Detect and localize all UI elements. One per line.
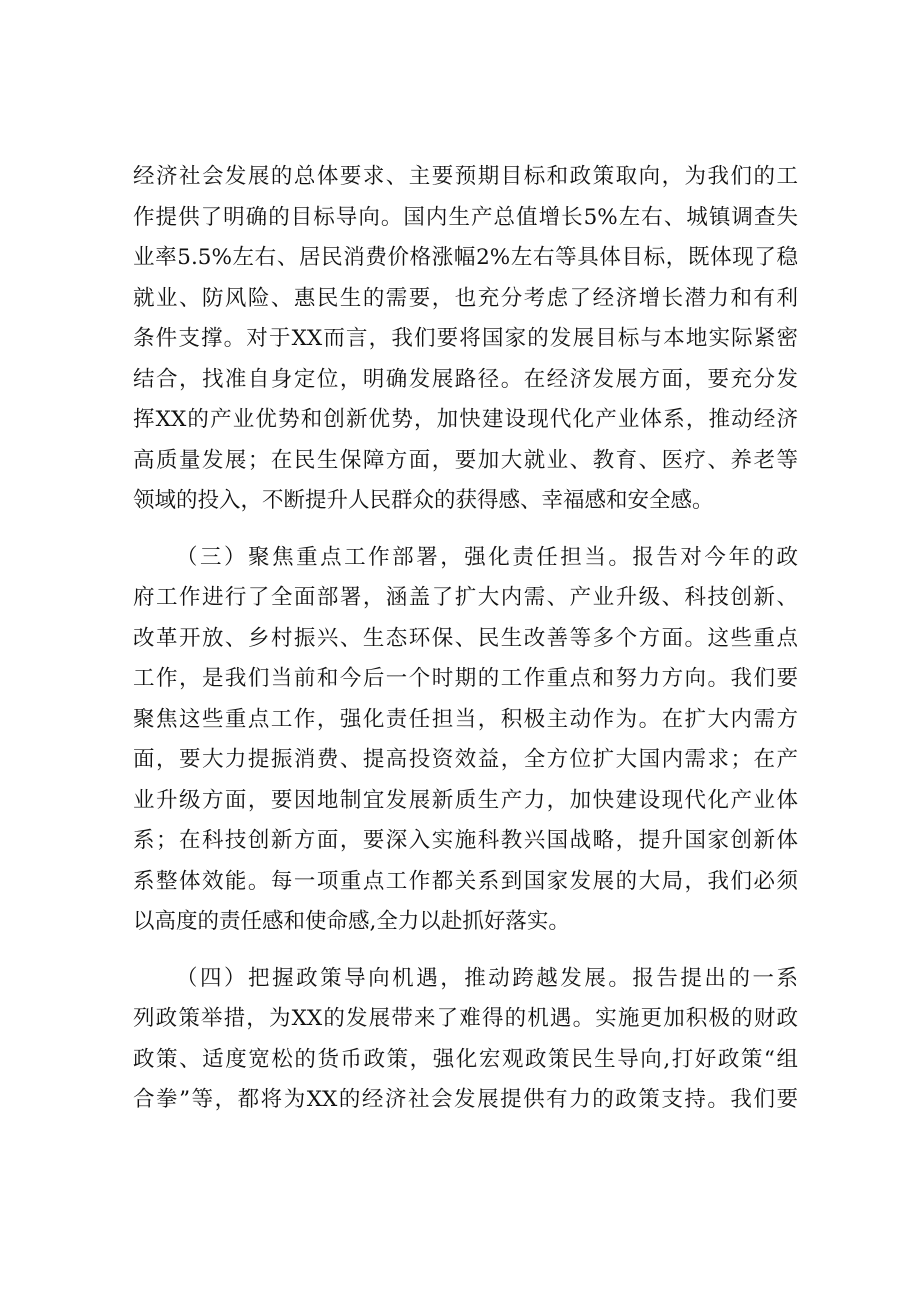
text-line: 聚焦这些重点工作，强化责任担当，积极主动作为。在扩大内需方	[133, 706, 798, 732]
text-line: 合拳”等，都将为XX的经济社会发展提供有力的政策支持。我们要	[133, 1087, 798, 1112]
text-line: 府工作进行了全面部署，涵盖了扩大内需、产业升级、科技创新、	[133, 585, 798, 610]
text-line: 领域的投入，不断提升人民群众的获得感、幸福感和安全感。	[133, 488, 714, 513]
text-line: （四）把握政策导向机遇，推动跨越发展。报告提出的一系	[176, 965, 798, 991]
paragraph-1	[133, 157, 798, 522]
document-body	[133, 157, 798, 1121]
text-line: 高质量发展；在民生保障方面，要加大就业、教育、医疗、养老等	[133, 447, 798, 473]
text-line: 就业、防风险、惠民生的需要，也充分考虑了经济增长潜力和有利	[133, 285, 798, 311]
text-line: 面，要大力提振消费、提高投资效益，全方位扩大国内需求；在产	[133, 747, 798, 772]
text-line: 改革开放、乡村振兴、生态环保、民生改善等多个方面。这些重点	[133, 625, 798, 651]
text-line: 系；在科技创新方面，要深入实施科教兴国战略，提升国家创新体	[133, 828, 798, 853]
text-line: 业升级方面，要因地制宜发展新质生产力，加快建设现代化产业体	[133, 787, 798, 813]
paragraph-spacing	[133, 943, 798, 959]
text-line: 政策、适度宽松的货币政策，强化宏观政策民生导向,打好政策“组	[133, 1046, 798, 1072]
text-line: 列政策举措，为XX的发展带来了难得的机遇。实施更加积极的财政	[133, 1006, 798, 1031]
text-line: 工作，是我们当前和今后一个时期的工作重点和努力方向。我们要	[133, 666, 798, 691]
text-line: 条件支撑。对于XX而言，我们要将国家的发展目标与本地实际紧密	[133, 326, 798, 351]
text-line: 以高度的责任感和使命感,全力以赴抓好落实。	[133, 909, 570, 934]
text-line: 结合，找准自身定位，明确发展路径。在经济发展方面，要充分发	[133, 366, 798, 392]
paragraph-3	[133, 959, 798, 1121]
text-line: 作提供了明确的目标导向。国内生产总值增长5%左右、城镇调查失	[133, 204, 798, 230]
text-line: 经济社会发展的总体要求、主要预期目标和政策取向，为我们的工	[133, 164, 798, 189]
text-line: 系整体效能。每一项重点工作都关系到国家发展的大局，我们必须	[133, 868, 798, 894]
paragraph-2	[133, 538, 798, 943]
text-line: （三）聚焦重点工作部署，强化责任担当。报告对今年的政	[176, 544, 798, 570]
paragraph-spacing	[133, 522, 798, 538]
text-line: 业率5.5%左右、居民消费价格涨幅2%左右等具体目标，既体现了稳	[133, 245, 798, 270]
text-line: 挥XX的产业优势和创新优势，加快建设现代化产业体系，推动经济	[133, 407, 798, 432]
